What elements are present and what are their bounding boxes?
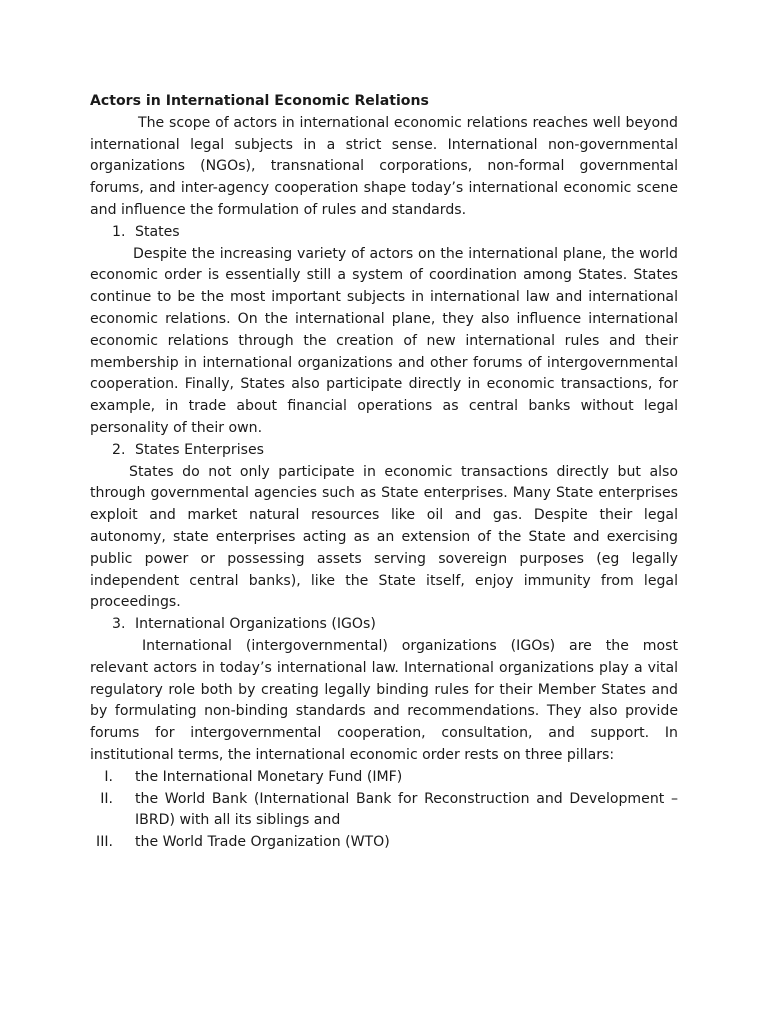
list-marker: III. xyxy=(96,834,113,851)
section-heading-state-enterprises xyxy=(90,440,678,462)
section-number: 1. xyxy=(112,223,126,240)
section-number: 2. xyxy=(112,441,126,458)
section-heading-label: International Organizations (IGOs) xyxy=(135,616,376,633)
pillars-list xyxy=(90,767,678,854)
list-item xyxy=(90,789,678,833)
intro-paragraph: The scope of actors in international economic relations reaches well beyond international legal subjects in a strict sense. International non-governmental organizations (NGOs), transnational corporations, non-formal governmental forums, and inter-agency cooperation shape today’s international economic scene and influence the formulation of rules and standards. xyxy=(90,114,678,218)
list-item-text: the International Monetary Fund (IMF) xyxy=(135,768,403,785)
section-heading-label: States Enterprises xyxy=(135,441,264,458)
list-item xyxy=(90,767,678,789)
document-page xyxy=(90,91,678,854)
list-item xyxy=(90,832,678,854)
section-heading-states xyxy=(90,222,678,244)
list-marker: II. xyxy=(100,790,113,807)
state-enterprises-paragraph: States do not only participate in economic transactions directly but also through governmental agencies such as State enterprises. Many State enterprises exploit and market natural resources like oil and gas. Despite their legal autonomy, state enterprises acting as an extension of the State and exercising public power or possessing assets serving sovereign purposes (eg legally independent central banks), like the State itself, enjoy immunity from legal proceedings. xyxy=(90,463,678,611)
list-item-text: the World Bank (International Bank for Reconstruction and Development – IBRD) with all its siblings and xyxy=(135,790,678,829)
list-marker: I. xyxy=(104,768,113,785)
document-title: Actors in International Economic Relations xyxy=(90,93,429,109)
section-number: 3. xyxy=(112,616,126,633)
section-heading-label: States xyxy=(135,223,180,240)
states-paragraph: Despite the increasing variety of actors on the international plane, the world economic order is essentially still a system of coordination among States. States continue to be the most important subjects in international law and international economic relations. On the international plane, they also influence international economic relations through the creation of new international rules and their membership in international organizations and other forums of intergovernmental cooperation. Finally, States also participate directly in economic transactions, for example, in trade about financial operations as central banks without legal personality of their own. xyxy=(90,245,678,436)
list-item-text: the World Trade Organization (WTO) xyxy=(135,834,390,851)
section-heading-igos xyxy=(90,614,678,636)
igos-paragraph: International (intergovernmental) organizations (IGOs) are the most relevant actors in today’s international law. International organizations play a vital regulatory role both by creating legally binding rules for their Member States and by formulating non-binding standards and recommendations. They also provide forums for intergovernmental cooperation, consultation, and support. In institutional terms, the international economic order rests on three pillars: xyxy=(90,637,678,763)
